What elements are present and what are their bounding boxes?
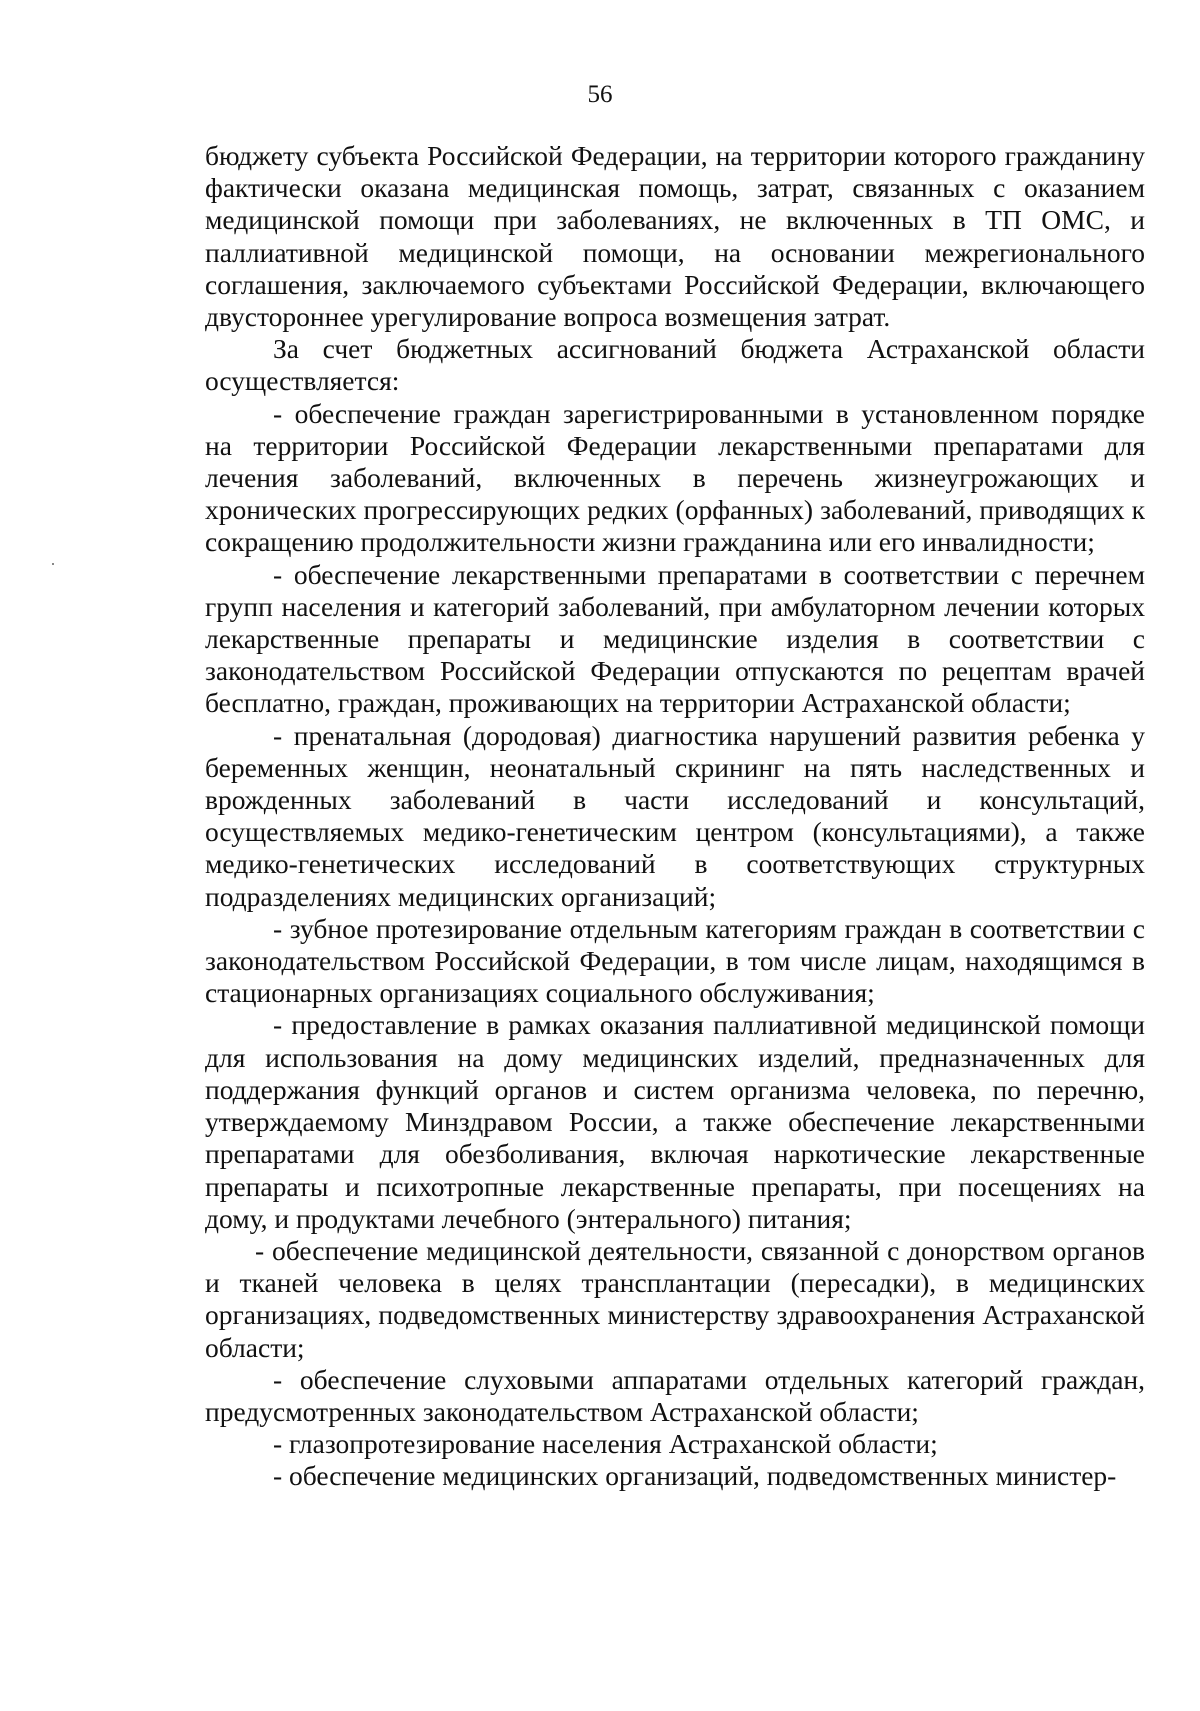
list-item-dental-prosthetics: - зубное протезирование отдельным категориям граждан в соответствии с законодательством Российской Федерации, в том числе лицам, находящимся в стационарных организациях социального обслуживания; (205, 912, 1145, 1009)
list-item-orphan-diseases: - обеспечение граждан зарегистрированными в установленном порядке на территории Российской Федерации лекарственными препаратами для лечения заболеваний, включенных в перечень жизнеугрожающих и хронических прогрессирующих редких (орфанных) заболеваний, приводящих к сокращению продолжительности жизни гражданина или его инвалидности; (205, 397, 1145, 558)
document-body (205, 140, 1145, 1493)
list-item-hearing-aids: - обеспечение слуховыми аппаратами отдельных категорий граждан, предусмотренных законодательством Астраханской области; (205, 1363, 1145, 1427)
list-item-organ-donation: - обеспечение медицинской деятельности, связанной с донорством органов и тканей человека в целях трансплантации (пересадки), в медицинских организациях, подведомственных министерству здравоохранения Астраханской области; (205, 1234, 1145, 1363)
list-item-medical-organizations: - обеспечение медицинских организаций, подведомственных министер- (273, 1460, 1117, 1492)
list-item-eye-prosthetics: - глазопротезирование населения Астраханской области; (273, 1428, 938, 1460)
list-item-prenatal-diagnostics: - пренатальная (дородовая) диагностика нарушений развития ребенка у беременных женщин, неонатальный скрининг на пять наследственных и врожденных заболеваний в части исследований и консультаций, осуществляемых медико-генетическим центром (консультациями), а также медико-генетических исследований в соответствующих структурных подразделениях медицинских организаций; (205, 719, 1145, 912)
page-number: 56 (587, 81, 613, 108)
paragraph-funding-intro: За счет бюджетных ассигнований бюджета Астраханской области осуществляется: (205, 333, 1145, 397)
list-item-palliative-care: - предоставление в рамках оказания паллиативной медицинской помощи для использования на дому медицинских изделий, предназначенных для поддержания функций органов и систем организма человека, по перечню, утверждаемому Минздравом России, а также обеспечение лекарственными препаратами для обезболивания, включая наркотические лекарственные препараты и психотропные лекарственные препараты, при посещениях на дому, и продуктами лечебного (энтерального) питания; (205, 1009, 1145, 1234)
scan-speck (52, 563, 54, 565)
list-item-free-prescriptions: - обеспечение лекарственными препаратами в соответствии с перечнем групп населения и категорий заболеваний, при амбулаторном лечении которых лекарственные препараты и медицинские изделия в соответствии с законодательством Российской Федерации отпускаются по рецептам врачей бесплатно, граждан, проживающих на территории Астраханской области; (205, 558, 1145, 719)
paragraph-budget-reimbursement: бюджету субъекта Российской Федерации, на территории которого гражданину фактически оказана медицинская помощь, затрат, связанных с оказанием медицинской помощи при заболеваниях, не включенных в ТП ОМС, и паллиативной медицинской помощи, на основании межрегионального соглашения, заключаемого субъектами Российской Федерации, включающего двустороннее урегулирование вопроса возмещения затрат. (205, 140, 1145, 333)
